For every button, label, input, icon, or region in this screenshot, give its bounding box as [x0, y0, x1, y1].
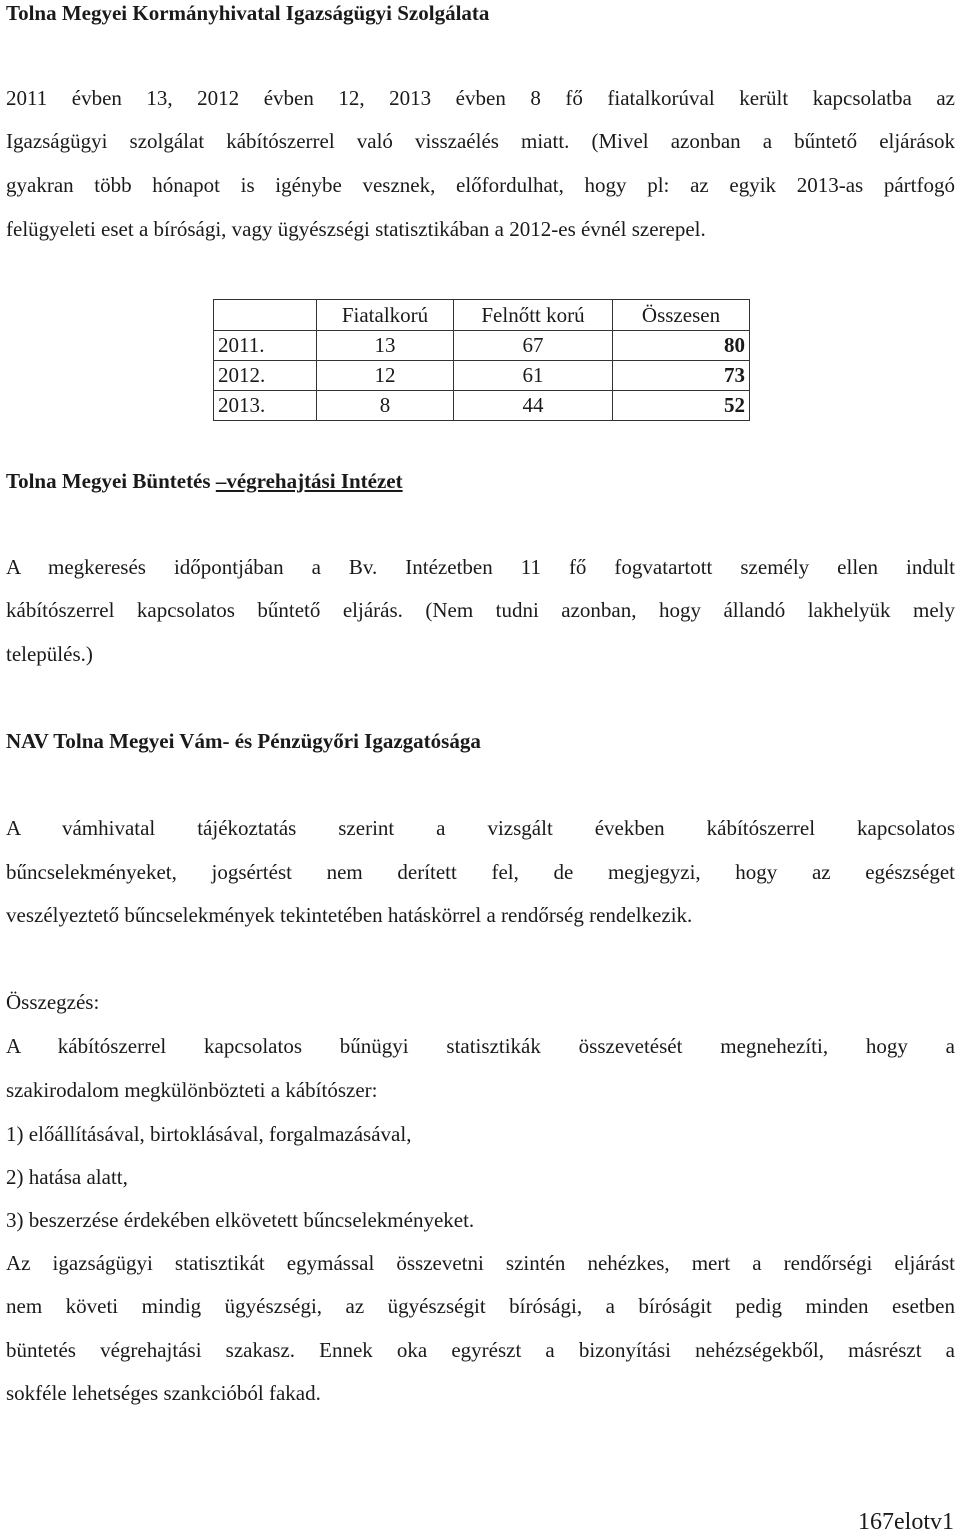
- table-row: [214, 331, 750, 361]
- table-header-cell: [214, 300, 317, 331]
- table-header-cell: Fiatalkorú: [317, 300, 454, 331]
- summary-heading: Összegzés:: [6, 990, 100, 1014]
- table-header-cell: Felnőtt korú: [454, 300, 613, 331]
- table-cell-year: 2011.: [214, 331, 317, 361]
- section-heading-bv: [6, 469, 403, 493]
- intro-line-1: 2011 évben 13, 2012 évben 12, 2013 évben 8 fő fiatalkorúval került kapcsolatba az: [6, 86, 955, 110]
- table-cell: 8: [317, 391, 454, 421]
- table-cell: 44: [454, 391, 613, 421]
- intro-line-3: gyakran több hónapot is igénybe vesznek, előfordulhat, hogy pl: az egyik 2013-as pártfogó: [6, 173, 955, 197]
- page-number: 167elotv1: [858, 1509, 954, 1535]
- table-cell-total: 73: [613, 361, 750, 391]
- section-heading-bv-part2: –végrehajtási Intézet: [215, 469, 403, 493]
- nav-line-1: A vámhivatal tájékoztatás szerint a vizsgált években kábítószerrel kapcsolatos: [6, 816, 955, 840]
- bv-line-2: kábítószerrel kapcsolatos bűntető eljárás. (Nem tudni azonban, hogy állandó lakhelyük mely: [6, 598, 955, 622]
- stats-table: [213, 299, 750, 421]
- bv-line-3: település.): [6, 642, 93, 666]
- table-header-row: [214, 300, 750, 331]
- nav-line-3: veszélyeztető bűncselekmények tekintetében hatáskörrel a rendőrség rendelkezik.: [6, 903, 693, 927]
- summary-line-1: A kábítószerrel kapcsolatos bűnügyi statisztikák összevetését megnehezíti, hogy a: [6, 1034, 955, 1058]
- summary-line-3: Az igazságügyi statisztikát egymással összevetni szintén nehézkes, mert a rendőrségi eljárást: [6, 1251, 955, 1275]
- intro-line-2: Igazságügyi szolgálat kábítószerrel való visszaélés miatt. (Mivel azonban a bűntető eljárások: [6, 129, 955, 153]
- summary-line-5: büntetés végrehajtási szakasz. Ennek oka egyrészt a bizonyítási nehézségekből, másrészt a: [6, 1338, 955, 1362]
- section-heading-bv-part1: Tolna Megyei Büntetés: [6, 469, 216, 493]
- table-header-cell: Összesen: [613, 300, 750, 331]
- table-cell-total: 52: [613, 391, 750, 421]
- summary-list-item-3: 3) beszerzése érdekében elkövetett bűncselekményeket.: [6, 1208, 475, 1232]
- table-cell-year: 2013.: [214, 391, 317, 421]
- table-cell-total: 80: [613, 331, 750, 361]
- table-cell: 13: [317, 331, 454, 361]
- table-cell: 61: [454, 361, 613, 391]
- nav-line-2: bűncselekményeket, jogsértést nem derített fel, de megjegyzi, hogy az egészséget: [6, 860, 955, 884]
- table-cell: 67: [454, 331, 613, 361]
- table-cell: 12: [317, 361, 454, 391]
- summary-line-6: sokféle lehetséges szankcióból fakad.: [6, 1381, 321, 1405]
- bv-line-1: A megkeresés időpontjában a Bv. Intézetben 11 fő fogvatartott személy ellen indult: [6, 555, 955, 579]
- document-title: Tolna Megyei Kormányhivatal Igazságügyi Szolgálata: [6, 1, 490, 25]
- intro-line-4: felügyeleti eset a bírósági, vagy ügyészségi statisztikában a 2012-es évnél szerepel.: [6, 217, 706, 241]
- section-heading-nav: NAV Tolna Megyei Vám- és Pénzügyőri Igazgatósága: [6, 729, 481, 753]
- table-cell-year: 2012.: [214, 361, 317, 391]
- summary-list-item-2: 2) hatása alatt,: [6, 1165, 128, 1189]
- summary-line-2: szakirodalom megkülönbözteti a kábítószer:: [6, 1078, 378, 1102]
- table-row: [214, 391, 750, 421]
- summary-line-4: nem követi mindig ügyészségi, az ügyészségit bírósági, a bíróságit pedig minden esetben: [6, 1294, 955, 1318]
- table-row: [214, 361, 750, 391]
- summary-list-item-1: 1) előállításával, birtoklásával, forgalmazásával,: [6, 1122, 412, 1146]
